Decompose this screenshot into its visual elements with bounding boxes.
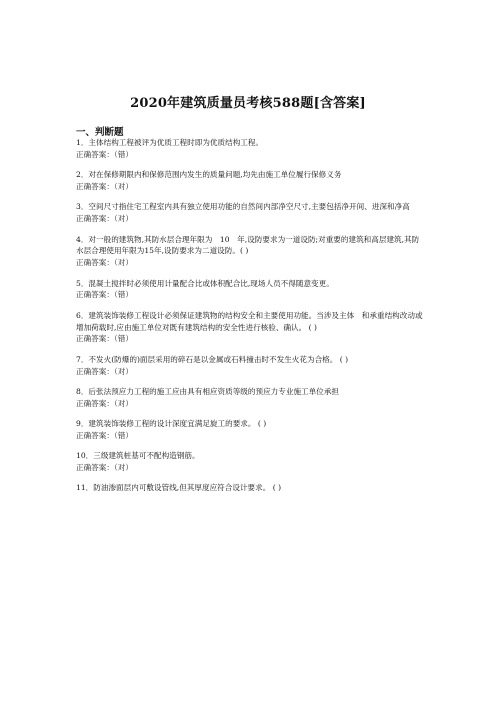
question-text: 4．对一般的建筑物,其防水层合理年限为 10 年,设防要求为一道设防;对重要的建筑和高层建筑,其防水层合理使用年限为15年,设防要求为二道设防。( ) [76,234,420,256]
question-item [76,418,424,442]
question-answer: 正确答案：（对） [76,366,133,376]
question-text: 11．防油渗面层内可敷设管线,但其厚度应符合设计要求。 ( ) [76,483,282,493]
question-item [76,169,424,193]
question-text: 1．主体结构工程被评为优质工程时即为优质结构工程。 [76,138,264,147]
question-item [76,234,424,269]
question-answer: 正确答案：（对） [76,258,133,268]
question-answer: 正确答案：（错） [76,334,133,344]
question-text: 10．三级建筑桩基可不配构造钢筋。 [76,451,200,461]
question-answer: 正确答案：（对） [76,398,133,408]
question-item [76,278,424,302]
question-list [76,137,424,503]
question-item [76,482,424,494]
question-item [76,450,424,474]
question-text: 9．建筑装饰装修工程的设计深度宜满足旋工的要求。 ( ) [76,419,267,429]
question-text: 3．空间尺寸指住宅工程室内具有独立使用功能的自然间内部净空尺寸,主要包括净开间、进深和净高 [76,202,410,212]
question-item [76,137,424,161]
question-item [76,354,424,378]
question-item [76,201,424,225]
question-item [76,310,424,345]
section-heading: 一、判断题 [76,127,124,138]
document-title: 2020年建筑质量员考核588题[含答案] [130,96,366,111]
question-answer: 正确答案：（对） [76,214,133,224]
question-answer: 正确答案：（对） [76,181,133,191]
question-answer: 正确答案：（错） [76,149,133,159]
question-text: 7．不发火(防爆的)面层采用的碎石是以金属或石料撞击时不发生火花为合格。 ( ) [76,354,349,364]
question-answer: 正确答案：（对） [76,463,133,473]
question-text: 6．建筑装饰装修工程设计必须保证建筑物的结构安全和主要使用功能。当涉及主体 和承重结构改动或增加荷载时,应由施工单位对既有建筑结构的安全性进行核验、确认。 ( ) [76,310,423,332]
question-answer: 正确答案：（错） [76,430,133,440]
question-item [76,386,424,410]
question-text: 2．对在保修期限内和保修范围内发生的质量问题,均先由施工单位履行保修义务 [76,170,342,180]
question-answer: 正确答案：（错） [76,290,133,300]
question-text: 8．后张法预应力工程的施工应由具有相应资质等级的预应力专业施工单位承担 [76,386,340,396]
question-text: 5．混凝土搅拌时必须使用计量配合比或体积配合比,现场人员不得随意变更。 [76,278,334,288]
